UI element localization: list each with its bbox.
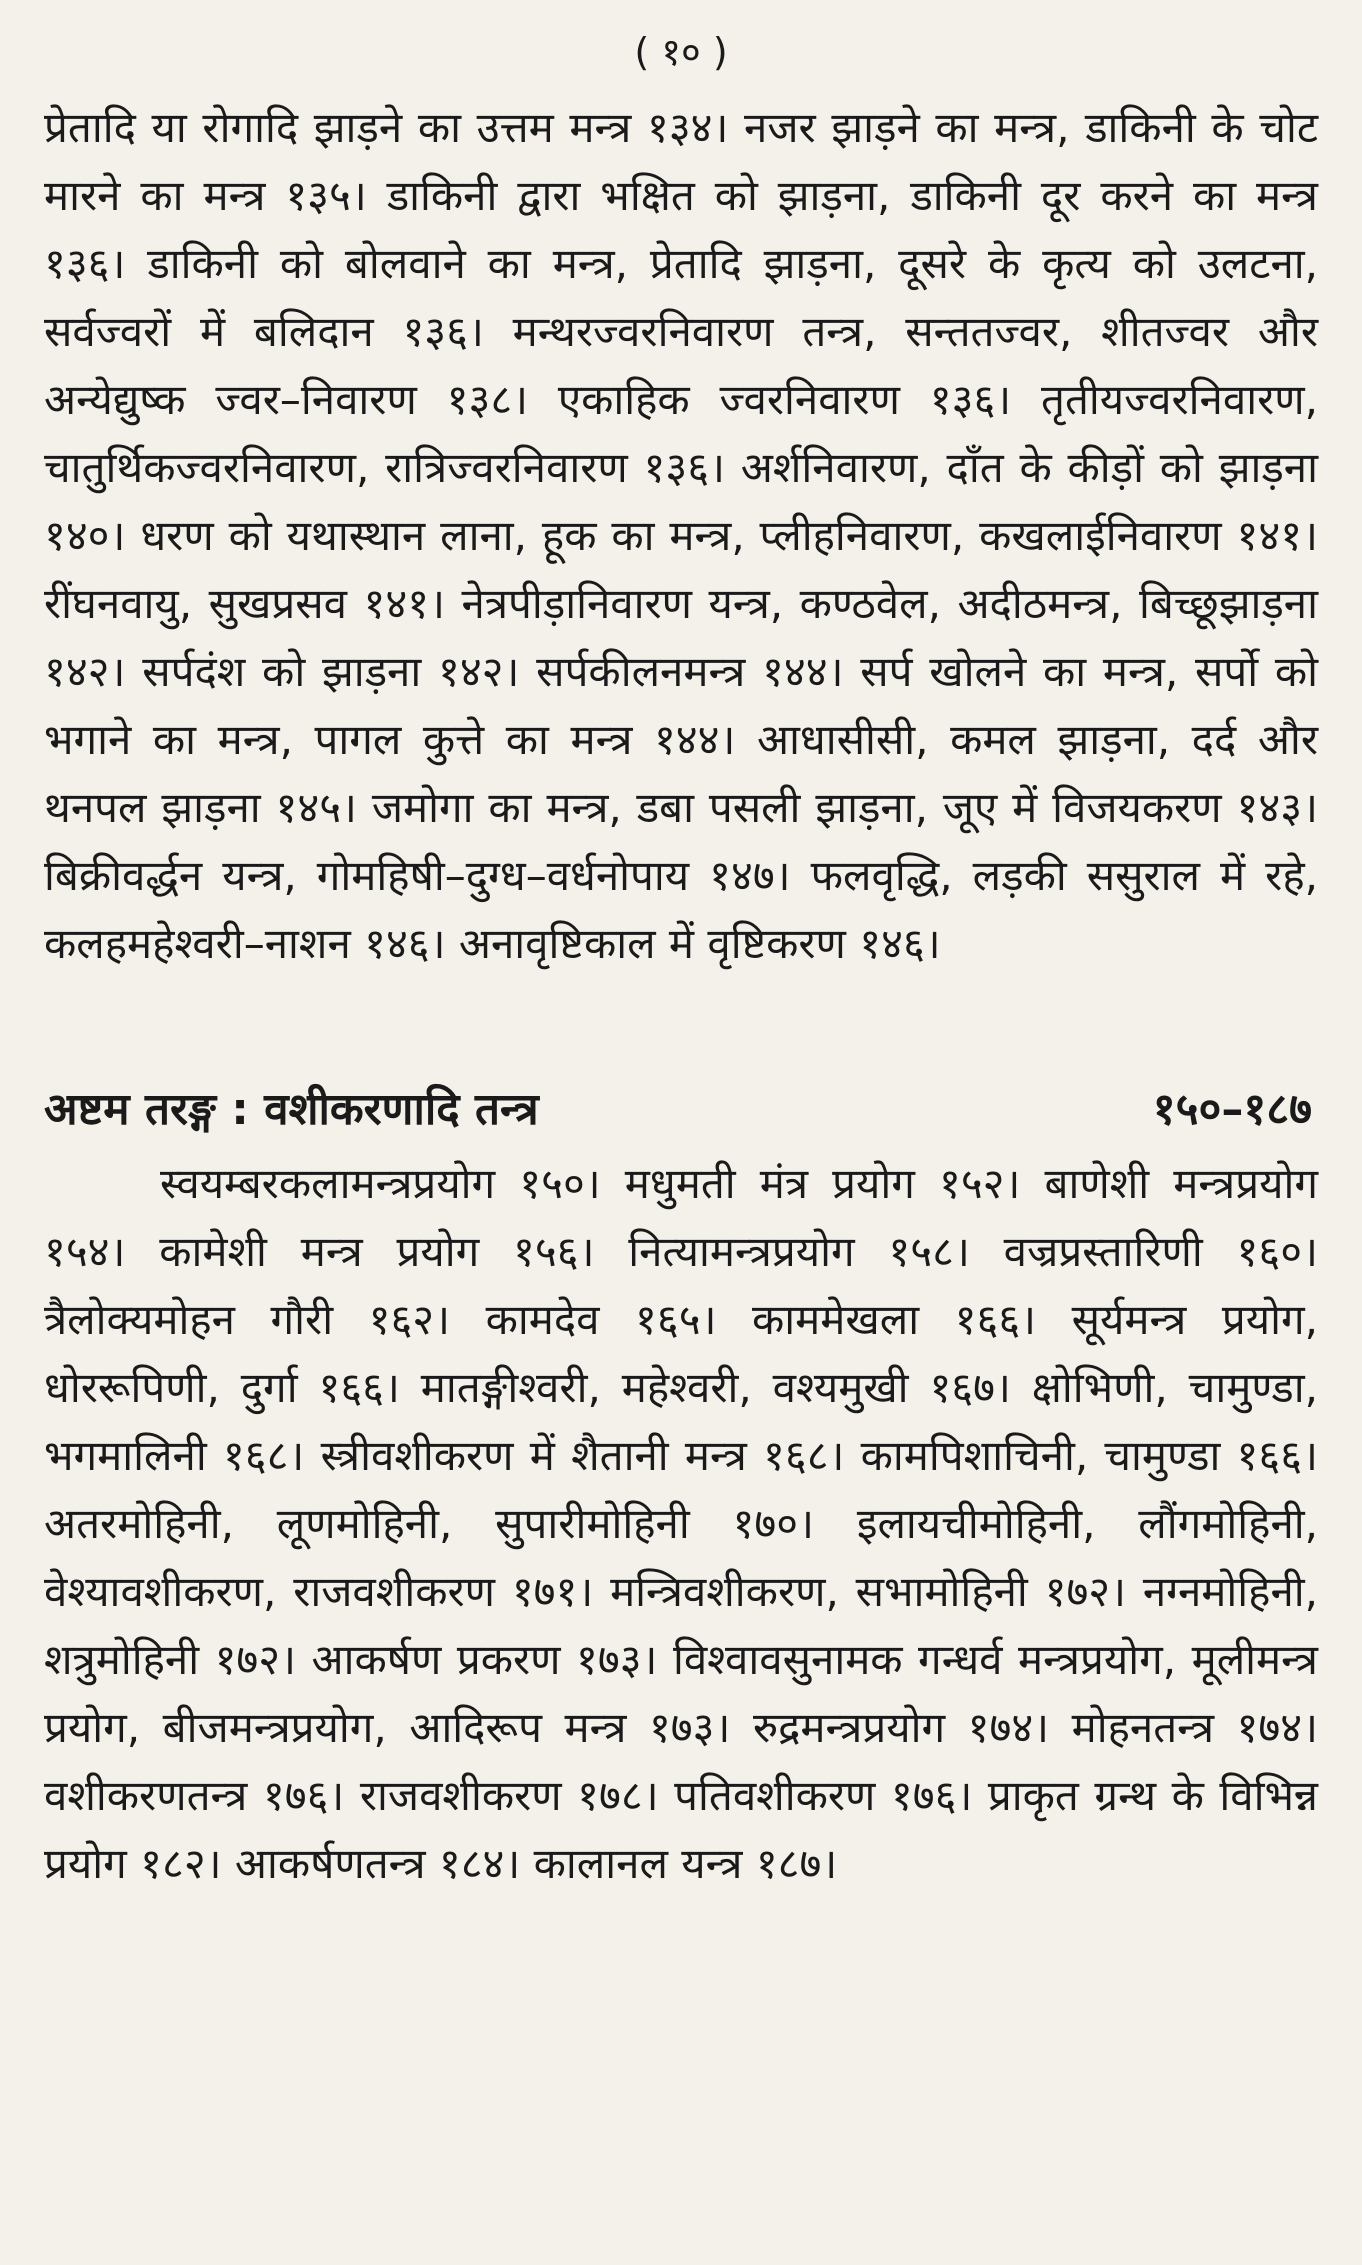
section-8-heading xyxy=(44,1076,1318,1144)
page-number: ( १० ) xyxy=(634,30,728,74)
section-8-title: अष्टम तरङ्ग : वशीकरणादि तन्त्र xyxy=(44,1084,539,1135)
section-7-contents-paragraph: प्रेतादि या रोगादि झाड़ने का उत्तम मन्त्र १३४। नजर झाड़ने का मन्त्र, डाकिनी के चोट मारने का मन्त्र १३५। डाकिनी द्वारा भक्षित को झाड़ना, डाकिनी दूर करने का मन्त्र १३६। डाकिनी को बोलवाने का मन्त्र, प्रेतादि झाड़ना, दूसरे के कृत्य को उलटना, सर्वज्वरों में बलिदान १३६। मन्थरज्वरनिवारण तन्त्र, सन्ततज्वर, शीतज्वर और अन्येद्युष्क ज्वर–निवारण १३८। एकाहिक ज्वरनिवारण १३६। तृतीयज्वरनिवारण, चातुर्थिकज्वरनिवारण, रात्रिज्वरनिवारण १३६। अर्शनिवारण, दाँत के कीड़ों को झाड़ना १४०। धरण को यथास्थान लाना, हूक का मन्त्र, प्लीहनिवारण, कखलाईनिवारण १४१। रींघनवायु, सुखप्रसव १४१। नेत्रपीड़ानिवारण यन्त्र, कण्ठवेल, अदीठमन्त्र, बिच्छूझाड़ना १४२। सर्पदंश को झाड़ना १४२। सर्पकीलनमन्त्र १४४। सर्प खोलने का मन्त्र, सर्पो को भगाने का मन्त्र, पागल कुत्ते का मन्त्र १४४। आधासीसी, कमल झाड़ना, दर्द और थनपल झाड़ना १४५। जमोगा का मन्त्र, डबा पसली झाड़ना, जूए में विजयकरण १४३। बिक्रीवर्द्धन यन्त्र, गोमहिषी–दुग्ध–वर्धनोपाय १४७। फलवृद्धि, लड़की ससुराल में रहे, कलहमहेश्वरी–नाशन १४६। अनावृष्टिकाल में वृष्टिकरण १४६। xyxy=(44,103,1318,968)
section-8-page-range: १५०–१८७ xyxy=(1152,1084,1312,1135)
section-8-contents-paragraph: स्वयम्बरकलामन्त्रप्रयोग १५०। मधुमती मंत्र प्रयोग १५२। बाणेशी मन्त्रप्रयोग १५४। कामेशी मन्त्र प्रयोग १५६। नित्यामन्त्रप्रयोग १५८। वज्रप्रस्तारिणी १६०। त्रैलोक्यमोहन गौरी १६२। कामदेव १६५। काममेखला १६६। सूर्यमन्त्र प्रयोग, धोररूपिणी, दुर्गा १६६। मातङ्गीश्वरी, महेश्वरी, वश्यमुखी १६७। क्षोभिणी, चामुण्डा, भगमालिनी १६८। स्त्रीवशीकरण में शैतानी मन्त्र १६८। कामपिशाचिनी, चामुण्डा १६६। अतरमोहिनी, लूणमोहिनी, सुपारीमोहिनी १७०। इलायचीमोहिनी, लौंगमोहिनी, वेश्यावशीकरण, राजवशीकरण १७१। मन्त्रिवशीकरण, सभामोहिनी १७२। नग्नमोहिनी, शत्रुमोहिनी १७२। आकर्षण प्रकरण १७३। विश्वावसुनामक गन्धर्व मन्त्रप्रयोग, मूलीमन्त्र प्रयोग, बीजमन्त्रप्रयोग, आदिरूप मन्त्र १७३। रुद्रमन्त्रप्रयोग १७४। मोहनतन्त्र १७४। वशीकरणतन्त्र १७६। राजवशीकरण १७८। पतिवशीकरण १७६। प्राकृत ग्रन्थ के विभिन्न प्रयोग १८२। आकर्षणतन्त्र १८४। कालानल यन्त्र १८७। xyxy=(44,1159,1318,1888)
